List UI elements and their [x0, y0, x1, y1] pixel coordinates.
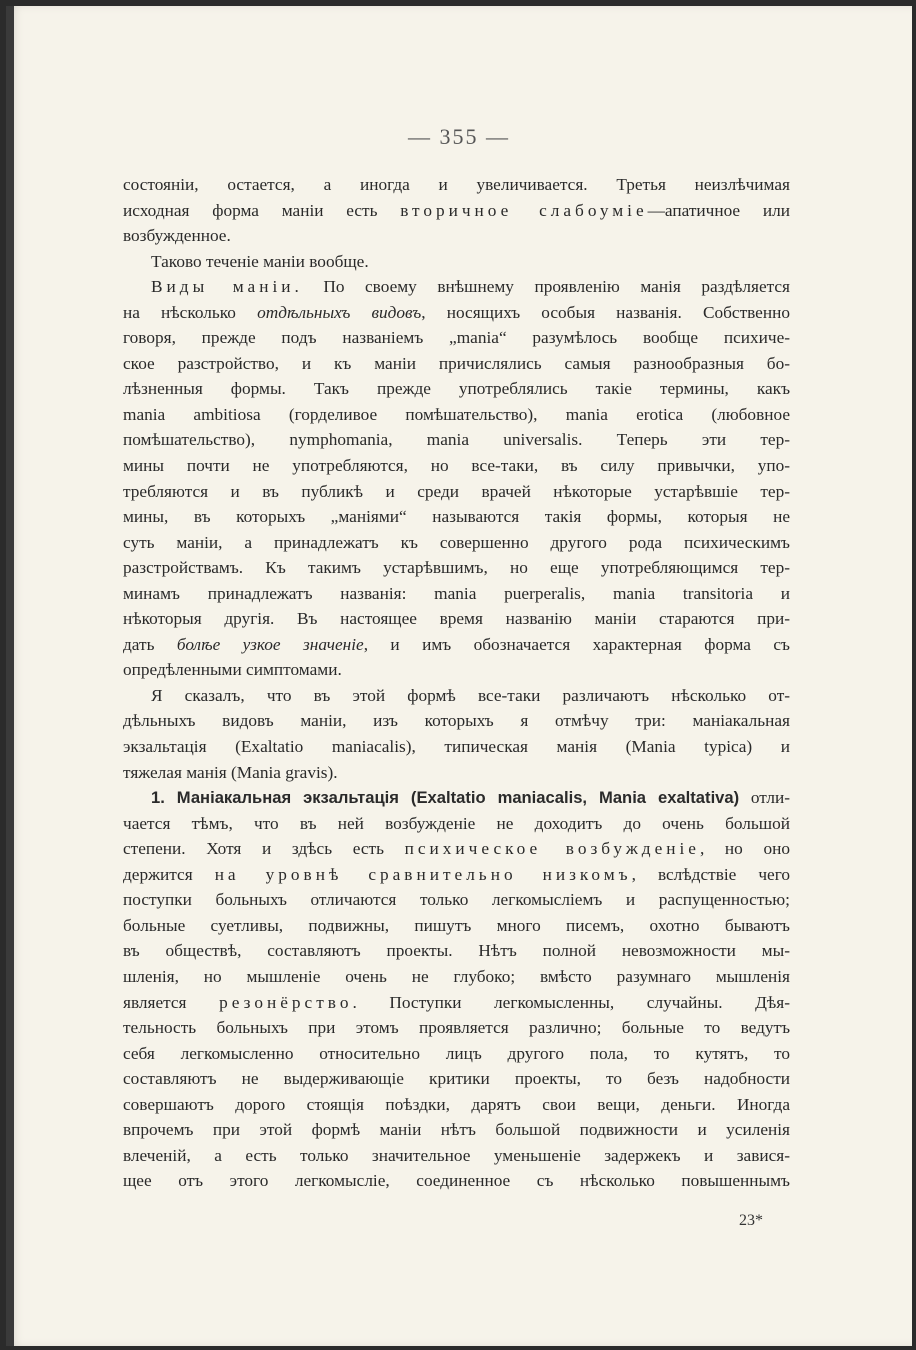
text-line: Таково теченiе манiи вообще. [151, 251, 369, 271]
text-line: тельность больныхъ при этомъ проявляется различно; больные то ведутъ [123, 1018, 790, 1038]
signature-mark: 23* [739, 1212, 763, 1229]
text-line: суть манiи, а принадлежатъ къ совершенно другого рода психическимъ [123, 532, 790, 552]
section-heading-spaced: Виды манiи. [151, 277, 303, 297]
subsection-heading: 1. Манiакальная экзальтацiя (Exaltatio maniacalis, Mania exaltativa) [151, 788, 740, 808]
body-text [123, 172, 790, 1194]
text-line: 1. Манiакальная экзальтацiя (Exaltatio maniacalis, Mania exaltativa) отли- [151, 788, 791, 808]
text-line: совершаютъ дорого стоящiя поѣздки, дарятъ свои вещи, деньги. Иногда [123, 1094, 790, 1114]
text-line: говоря, прежде подъ названiемъ „mania“ разумѣлось вообще психиче- [123, 328, 790, 348]
text-line: дѣльныхъ видовъ манiи, изъ которыхъ я отмѣчу три: манiакальная [123, 711, 790, 731]
text-line: мины почти не употребляются, но все-таки, въ силу привычки, упо- [123, 456, 790, 476]
text-line: mania ambitiosa (горделивое помѣшательство), mania erotica (любовное [123, 404, 790, 424]
text-line: въ обществѣ, составляютъ проекты. Нѣтъ полной невозможности мы- [123, 941, 790, 961]
spaced-emphasis: вторичное слабоумiе [400, 200, 648, 220]
text-line: минамъ принадлежатъ названiя: mania puerperalis, mania transitoria и [123, 583, 790, 603]
italic-emphasis: отдѣльныхъ видовъ [257, 302, 422, 322]
text-line: экзальтацiя (Exaltatio maniacalis), типическая манiя (Mania typica) и [123, 737, 790, 757]
spaced-emphasis: резонёрство [219, 992, 353, 1012]
text-line: составляютъ не выдерживающiе критики проекты, то безъ надобности [123, 1069, 790, 1089]
text-line: является резонёрство. Поступки легкомысленны, случайны. Дѣя- [123, 992, 790, 1012]
book-page [6, 6, 912, 1346]
text-line: требляются и въ публикѣ и среди врачей нѣкоторые устарѣвшiе тер- [123, 481, 790, 501]
text-line: поступки больныхъ отличаются только легкомыслiемъ и распущенностью; [123, 890, 790, 910]
text-line: исходная форма манiи есть вторичное слабоумiе—апатичное или [123, 200, 790, 220]
italic-emphasis: болѣе узкое значенiе [176, 634, 364, 654]
text-line: возбужденное. [123, 226, 231, 246]
spaced-emphasis: на уровнѣ сравнительно низкомъ [214, 864, 632, 884]
text-line: шленiя, но мышленiе очень не глубоко; вмѣсто разумнаго мышленiя [123, 966, 790, 986]
page-binding-edge [6, 6, 14, 1346]
text-line: мины, въ которыхъ „манiями“ называются такiя формы, которыя не [123, 507, 790, 527]
text-line: опредѣленными симптомами. [123, 660, 342, 680]
text-line: степени. Хотя и здѣсь есть психическое возбужденiе, но оно [123, 839, 790, 859]
text-line: себя легкомысленно относительно лицъ другого пола, то кутятъ, то [123, 1043, 790, 1063]
text-line: состоянiи, остается, а иногда и увеличивается. Третья неизлѣчимая [123, 175, 790, 194]
text-line: лѣзненныя формы. Такъ прежде употреблялись такiе термины, какъ [123, 379, 790, 399]
text-line: больные суетливы, подвижны, пишутъ много писемъ, охотно бываютъ [123, 915, 790, 935]
text-line: нѣкоторыя другiя. Въ настоящее время названiю манiи стараются при- [123, 609, 790, 629]
spaced-emphasis: психическое возбужденiе [404, 839, 700, 859]
page-number: — 355 — [408, 124, 510, 149]
text-line: держится на уровнѣ сравнительно низкомъ, вслѣдствiе чего [123, 864, 790, 884]
text-line: тяжелая манiя (Mania gravis). [123, 762, 338, 782]
text-line: чается тѣмъ, что въ ней возбужденiе не доходитъ до очень большой [123, 813, 790, 833]
text-line: впрочемъ при этой формѣ манiи нѣтъ большой подвижности и усиленiя [123, 1120, 790, 1140]
text-line: щее отъ этого легкомыслiе, соединенное съ нѣсколько повышеннымъ [123, 1171, 790, 1191]
text-line: разстройствамъ. Къ такимъ устарѣвшимъ, но еще употребляющимся тер- [123, 558, 790, 578]
text-line: Виды манiи. По своему внѣшнему проявленiю манiя раздѣляется [151, 277, 790, 297]
text-line: на нѣсколько отдѣльныхъ видовъ, носящихъ особыя названiя. Собственно [123, 302, 790, 322]
text-line: Я сказалъ, что въ этой формѣ все-таки различаютъ нѣсколько от- [151, 685, 790, 705]
text-line: помѣшательство), nymphomania, mania universalis. Теперь эти тер- [123, 430, 790, 450]
text-line: ское разстройство, и къ манiи причислялись самыя разнообразныя бо- [123, 353, 790, 373]
text-line: влеченiй, а есть только значительное уменьшенiе задержекъ и завися- [123, 1145, 790, 1165]
text-line: дать болѣе узкое значенiе, и имъ обозначается характерная форма съ [123, 634, 790, 654]
